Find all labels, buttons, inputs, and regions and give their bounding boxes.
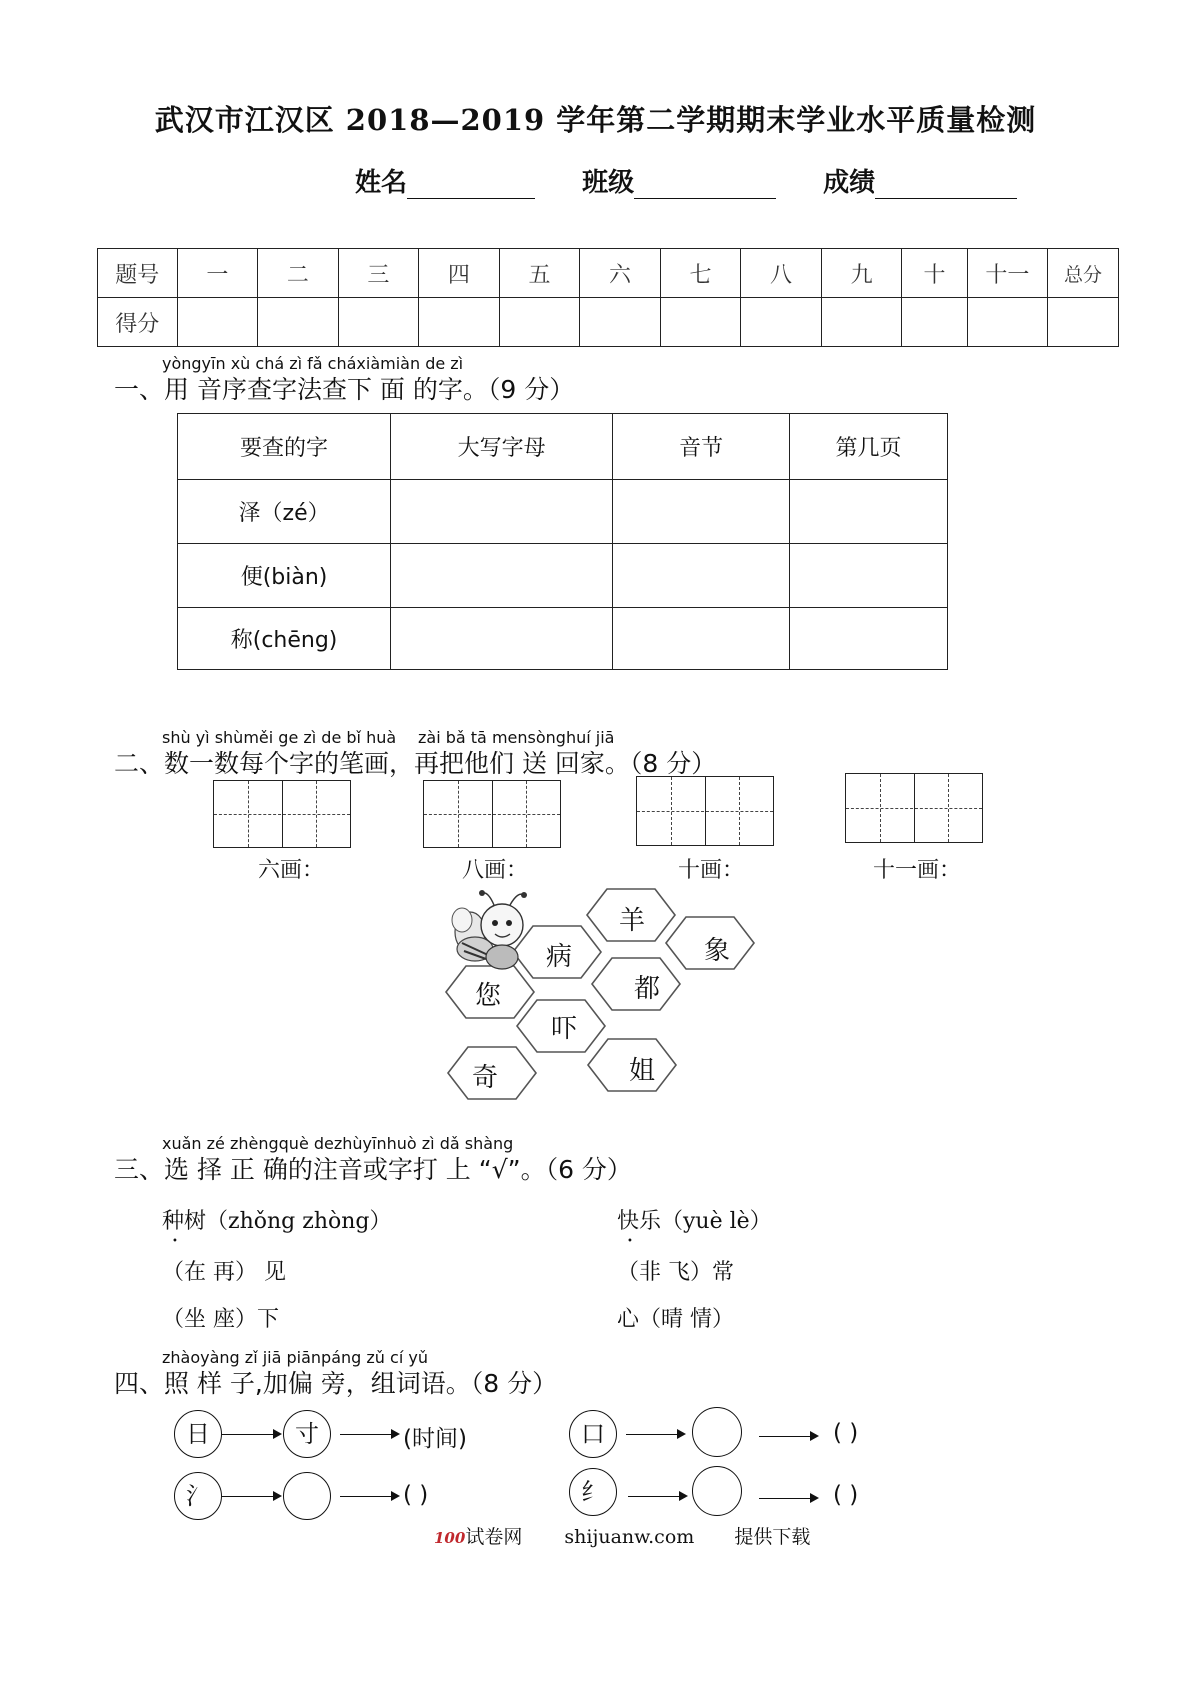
- answer-cell[interactable]: [613, 544, 790, 608]
- score-table-header-row: [98, 249, 1119, 298]
- dot-mark: •: [627, 1236, 633, 1247]
- table-row: [178, 480, 948, 544]
- score-table: [97, 248, 1119, 347]
- option-item[interactable]: （在 再） 见: [162, 1260, 286, 1285]
- answer-cell[interactable]: [613, 608, 790, 670]
- table-cell: 四: [419, 249, 500, 298]
- table-cell: 五: [499, 249, 580, 298]
- q2-number: 二、: [114, 749, 165, 778]
- writing-grid[interactable]: [845, 773, 983, 843]
- site-url[interactable]: shijuanw.com: [564, 1526, 695, 1548]
- table-cell: 一: [177, 249, 258, 298]
- q4-pinyin: zhàoyàng zǐ jiā piānpáng zǔ cí yǔ: [162, 1348, 428, 1367]
- q1-number: 一、: [114, 375, 165, 404]
- answer-circle[interactable]: [692, 1407, 742, 1457]
- hex-char: 姐: [629, 1056, 656, 1086]
- table-cell: 泽（zé）: [178, 480, 391, 544]
- student-info: [355, 162, 1055, 199]
- table-cell: 十一: [967, 249, 1048, 298]
- option-item[interactable]: （坐 座）下: [162, 1307, 279, 1332]
- score-input-cell[interactable]: [338, 298, 419, 347]
- q2-pinyin: zài bǎ tā mensònghuí jiā: [418, 728, 615, 747]
- q4-number: 四、: [114, 1369, 165, 1398]
- arrow-icon: [222, 1434, 280, 1435]
- score-label: 成绩: [823, 168, 876, 198]
- table-cell: 便(biàn): [178, 544, 391, 608]
- option-item[interactable]: （非 飞）常: [617, 1260, 734, 1285]
- radical-circle: 氵: [174, 1472, 222, 1520]
- score-input-cell[interactable]: [258, 298, 339, 347]
- hex-char: 您: [475, 981, 502, 1011]
- dot-mark: •: [172, 1236, 178, 1247]
- name-field[interactable]: [355, 162, 535, 199]
- answer-cell[interactable]: [391, 480, 613, 544]
- score-input-cell[interactable]: [741, 298, 822, 347]
- radical-circle: 日: [174, 1410, 222, 1458]
- score-input-cell[interactable]: [1048, 298, 1119, 347]
- answer-circle[interactable]: [692, 1466, 742, 1516]
- answer-cell[interactable]: [789, 544, 947, 608]
- answer-cell[interactable]: [789, 608, 947, 670]
- table-cell: 要查的字: [178, 414, 391, 480]
- class-field[interactable]: [582, 162, 776, 199]
- table-cell: 得分: [98, 298, 178, 347]
- answer-cell[interactable]: [789, 480, 947, 544]
- table-cell: 第几页: [789, 414, 947, 480]
- arrow-icon: [759, 1498, 817, 1499]
- q3-number: 三、: [114, 1155, 165, 1184]
- q1-text: 用 音序查字法查下 面 的字。（9 分）: [164, 375, 575, 404]
- radical-circle: 口: [569, 1410, 617, 1458]
- stroke-label: 十画：: [678, 858, 745, 883]
- table-cell: 音节: [613, 414, 790, 480]
- table-cell: 称(chēng): [178, 608, 391, 670]
- site-name: 试卷网: [465, 1526, 523, 1548]
- option-item[interactable]: 种树（zhǒng zhòng）: [162, 1209, 392, 1234]
- table-cell: 二: [258, 249, 339, 298]
- table-cell: 六: [580, 249, 661, 298]
- page-title: 武汉市江汉区 2018—2019 学年第二学期期末学业水平质量检测: [154, 103, 1037, 137]
- footer: [434, 1522, 810, 1549]
- answer-blank[interactable]: ( ): [403, 1482, 429, 1508]
- hex-char: 病: [546, 942, 573, 972]
- lookup-table: [177, 413, 948, 670]
- score-input-cell[interactable]: [821, 298, 902, 347]
- hex-char: 都: [634, 974, 661, 1004]
- name-label: 姓名: [355, 168, 408, 198]
- q2-text: 数一数每个字的笔画，再把他们 送 回家。（8 分）: [164, 749, 717, 778]
- radical-circle: 纟: [569, 1468, 617, 1516]
- score-input-cell[interactable]: [660, 298, 741, 347]
- example-word: (时间): [403, 1426, 467, 1452]
- score-input-cell[interactable]: [902, 298, 967, 347]
- class-label: 班级: [582, 168, 635, 198]
- arrow-icon: [626, 1434, 684, 1435]
- table-cell: 大写字母: [391, 414, 613, 480]
- table-cell: 总分: [1048, 249, 1119, 298]
- answer-cell[interactable]: [391, 608, 613, 670]
- stroke-label: 六画：: [258, 858, 325, 883]
- table-cell: 八: [741, 249, 822, 298]
- score-table-score-row: [98, 298, 1119, 347]
- q1-heading: [114, 370, 574, 406]
- table-cell: 九: [821, 249, 902, 298]
- table-cell: 十: [902, 249, 967, 298]
- answer-cell[interactable]: [391, 544, 613, 608]
- writing-grid[interactable]: [636, 776, 774, 846]
- score-input-cell[interactable]: [177, 298, 258, 347]
- option-item[interactable]: 快乐（yuè lè）: [617, 1209, 772, 1234]
- answer-circle[interactable]: [283, 1472, 331, 1520]
- arrow-icon: [340, 1434, 398, 1435]
- q3-text: 选 择 正 确的注音或字打 上 “√”。（6 分）: [164, 1155, 632, 1184]
- stroke-label: 十一画：: [873, 858, 962, 883]
- score-input-cell[interactable]: [499, 298, 580, 347]
- stroke-label: 八画：: [462, 858, 529, 883]
- score-field[interactable]: [823, 162, 1017, 199]
- hex-char: 吓: [551, 1014, 578, 1044]
- table-cell: 题号: [98, 249, 178, 298]
- site-logo: 100: [434, 1529, 466, 1547]
- table-cell: 三: [338, 249, 419, 298]
- q4-text: 照 样 子,加偏 旁，组词语。（8 分）: [164, 1369, 558, 1398]
- answer-cell[interactable]: [613, 480, 790, 544]
- q2-heading: [114, 744, 716, 780]
- score-input-cell[interactable]: [580, 298, 661, 347]
- bee-icon: [452, 890, 527, 969]
- hex-char: 羊: [619, 906, 646, 936]
- table-row: [178, 608, 948, 670]
- lookup-header-row: [178, 414, 948, 480]
- answer-blank[interactable]: ( ): [833, 1482, 859, 1508]
- answer-blank[interactable]: ( ): [833, 1420, 859, 1446]
- q3-heading: [114, 1150, 632, 1186]
- score-input-cell[interactable]: [967, 298, 1048, 347]
- q2-pinyin: shù yì shùměi ge zì de bǐ huà: [162, 728, 397, 747]
- q1-pinyin: yòngyīn xù chá zì fǎ cháxiàmiàn de zì: [162, 354, 464, 373]
- q3-pinyin: xuǎn zé zhèngquè dezhùyīnhuò zì dǎ shàng: [162, 1134, 514, 1153]
- q4-heading: [114, 1364, 557, 1400]
- arrow-icon: [628, 1496, 686, 1497]
- arrow-icon: [340, 1496, 398, 1497]
- score-input-cell[interactable]: [419, 298, 500, 347]
- table-cell: 七: [660, 249, 741, 298]
- download-note: 提供下载: [734, 1526, 811, 1548]
- writing-grid[interactable]: [213, 780, 351, 848]
- hex-char: 象: [704, 936, 731, 966]
- hex-char: 奇: [472, 1063, 499, 1093]
- arrow-icon: [759, 1436, 817, 1437]
- char-circle: 寸: [283, 1410, 331, 1458]
- writing-grid[interactable]: [423, 780, 561, 848]
- table-row: [178, 544, 948, 608]
- option-item[interactable]: 心（晴 情）: [617, 1307, 734, 1332]
- arrow-icon: [222, 1496, 280, 1497]
